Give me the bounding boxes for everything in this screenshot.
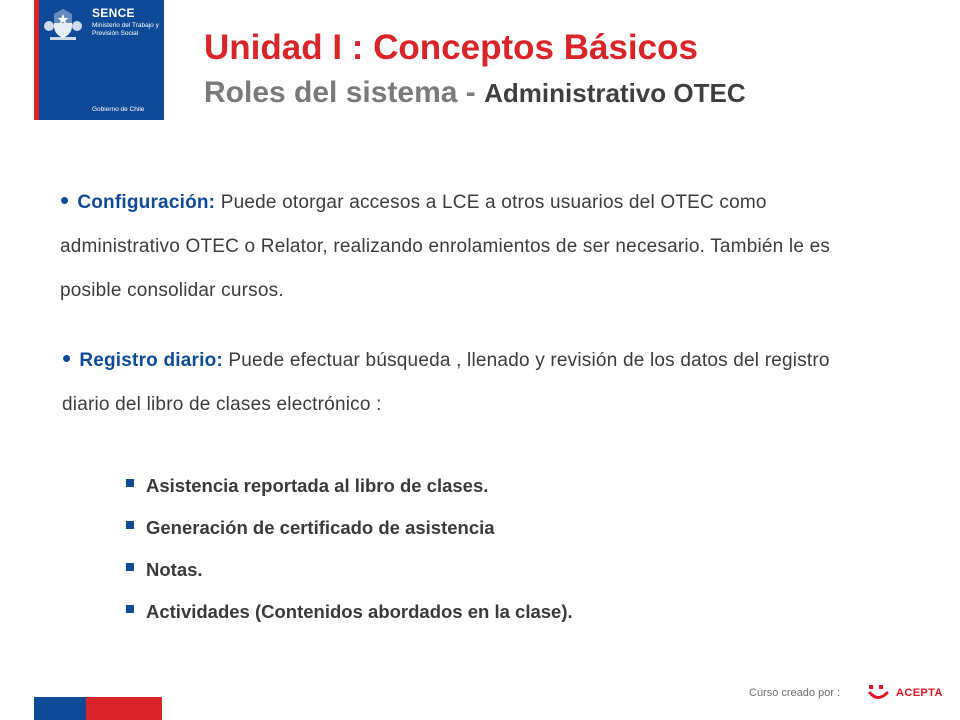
- square-bullet-icon: [126, 479, 134, 487]
- square-bullet-icon: [126, 563, 134, 571]
- registro-lead: Registro diario:: [79, 350, 223, 371]
- logo-red-stripe: [34, 0, 39, 120]
- list-item: [126, 507, 573, 549]
- list-item-label: Actividades (Contenidos abordados en la clase).: [146, 601, 573, 622]
- bullet-dot-icon: •: [60, 185, 70, 215]
- list-item: [126, 591, 573, 633]
- subtitle-separator: -: [457, 76, 485, 109]
- logo-government: Gobierno de Chile: [92, 106, 145, 113]
- list-item-label: Asistencia reportada al libro de clases.: [146, 475, 489, 496]
- config-text: Puede otorgar accesos a LCE a otros usuarios del OTEC como administrativo OTEC o Relator, realizando enrolamientos de ser necesario. También le es posible consolidar cursos.: [60, 192, 831, 301]
- logo-ministry: Ministerio del Trabajo y Previsión Social: [92, 22, 159, 37]
- acepta-brand: ACEPTA: [896, 687, 943, 699]
- registro-items-list: [126, 465, 573, 633]
- config-paragraph: [60, 178, 860, 313]
- footer-blue-bar: [34, 697, 86, 720]
- list-item-label: Notas.: [146, 559, 203, 580]
- subtitle-main: Roles del sistema: [204, 76, 458, 109]
- bullet-dot-icon: •: [62, 343, 72, 373]
- footer-credit: Curso creado por :: [749, 687, 841, 699]
- registro-text: Puede efectuar búsqueda , llenado y revisión de los datos del registro diario del libro de clases electrónico :: [62, 350, 830, 415]
- footer-red-bar: [86, 697, 162, 720]
- list-item: [126, 549, 573, 591]
- square-bullet-icon: [126, 605, 134, 613]
- square-bullet-icon: [126, 521, 134, 529]
- registro-paragraph: [62, 336, 862, 427]
- logo-org-name: SENCE: [92, 6, 135, 20]
- list-item: [126, 465, 573, 507]
- list-item-label: Generación de certificado de asistencia: [146, 517, 495, 538]
- config-lead: Configuración:: [77, 192, 216, 213]
- sence-logo: [34, 0, 164, 120]
- slide-title: Unidad I : Conceptos Básicos: [204, 28, 698, 67]
- subtitle-role: Administrativo OTEC: [484, 78, 746, 108]
- coat-of-arms-icon: [42, 6, 84, 42]
- slide-subtitle: [204, 76, 746, 110]
- acepta-smile-icon: [868, 683, 892, 703]
